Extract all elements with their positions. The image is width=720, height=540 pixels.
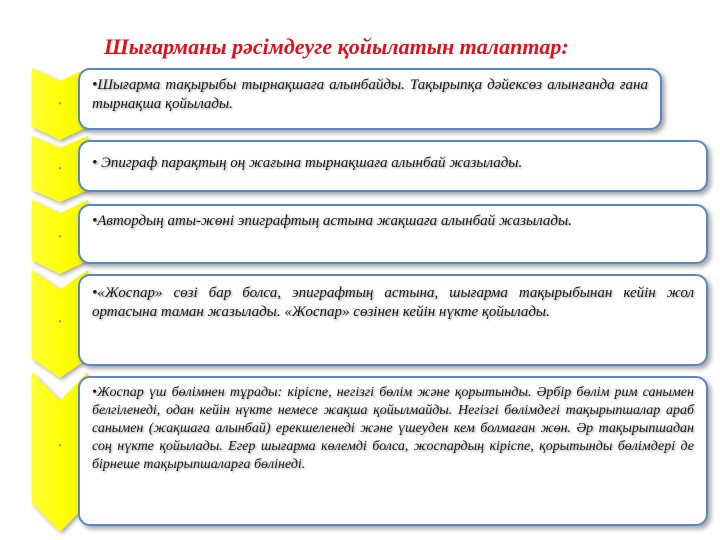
requirement-text-4: •«Жоспар» сөзі бар болса, эпиграфтың астына, шығарма тақырыбынан кейін жол ортасына таман жазылады. «Жоспар» сөзінен кейін нүкте қойылады. bbox=[92, 285, 694, 320]
chevron-bullet-2: • bbox=[58, 164, 62, 176]
requirement-text-5: •Жоспар үш бөлімнен тұрады: кіріспе, негізгі бөлім және қорытынды. Әрбір бөлім рим санымен белгіленеді, одан кейін нүкте немесе жақша қойылмайды. Негізгі бөлімдегі тақырыпшалар араб санымен (жақшаға алынбай) ерекшеленеді және үшеуден кем болмаған жөн. Әр тақырыпшадан соң нүкте қойылады. Егер шығарма көлемді болса, жоспардың кіріспе, қорытынды бөлімдері де бірнеше тақырыпшаларға бөлінеді. bbox=[92, 385, 694, 472]
requirement-box-1 bbox=[78, 68, 662, 130]
chevron-bullet-4: • bbox=[58, 316, 62, 328]
requirement-text-3: •Автордың аты-жөні эпиграфтың астына жақшаға алынбай жазылады. bbox=[92, 213, 572, 229]
chevron-bullet-3: • bbox=[58, 231, 62, 243]
requirement-text-1: •Шығарма тақырыбы тырнақшаға алынбайды. Тақырыпқа дәйексөз алынғанда ғана тырнақша қойылады. bbox=[92, 77, 648, 112]
requirement-text-2: • Эпиграф парақтың оң жағына тырнақшаға алынбай жазылады. bbox=[92, 155, 523, 171]
slide-title: Шығарманы рәсімдеуге қойылатын талаптар: bbox=[104, 34, 569, 59]
requirement-box-2 bbox=[78, 140, 708, 192]
requirement-box-5 bbox=[78, 376, 708, 526]
requirement-box-4 bbox=[78, 274, 708, 366]
chevron-bullet-1: • bbox=[58, 98, 62, 110]
chevron-bullet-5: • bbox=[58, 441, 62, 453]
requirement-box-3 bbox=[78, 204, 708, 264]
